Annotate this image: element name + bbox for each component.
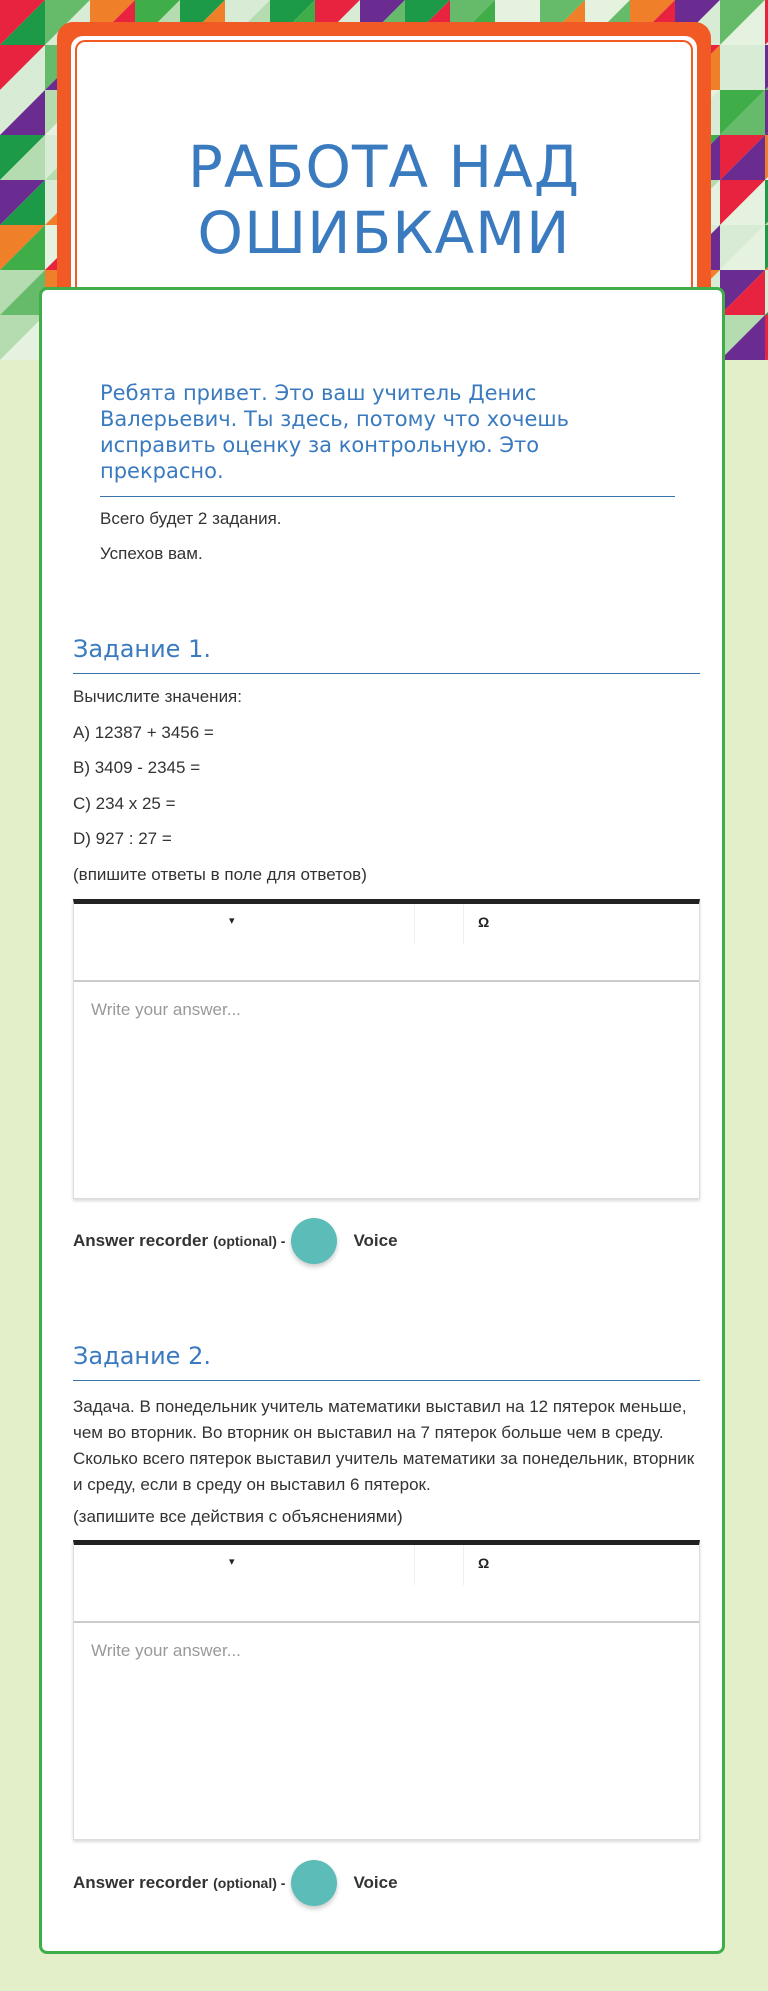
task1-item: A) 12387 + 3456 = <box>73 723 214 742</box>
special-character-button[interactable]: Ω <box>478 1555 490 1571</box>
intro-line: Всего будет 2 задания. <box>100 509 282 528</box>
toolbar-separator <box>414 904 464 944</box>
answer-recorder <box>73 1218 398 1264</box>
recorder-label: Answer recorder <box>73 1873 209 1892</box>
answer-input-placeholder[interactable]: Write your answer... <box>91 1000 241 1019</box>
answer-recorder <box>73 1860 398 1906</box>
task2-heading: Задание 2. <box>73 1342 211 1370</box>
editor-toolbar <box>74 904 699 982</box>
task1-item: C) 234 x 25 = <box>73 794 176 813</box>
task1-note: (впишите ответы в поле для ответов) <box>73 865 367 884</box>
divider <box>73 1380 700 1381</box>
worksheet-card <box>39 287 725 1954</box>
record-button[interactable] <box>291 1218 337 1264</box>
header-card <box>57 22 711 312</box>
task1-item: D) 927 : 27 = <box>73 829 172 848</box>
editor-toolbar <box>74 1545 699 1623</box>
voice-label: Voice <box>353 1873 398 1892</box>
page-title <box>71 134 697 266</box>
task2-note: (запишите все действия с объяснениями) <box>73 1507 403 1526</box>
task1-item: B) 3409 - 2345 = <box>73 758 201 777</box>
format-dropdown[interactable]: ▾ <box>229 915 235 927</box>
format-dropdown[interactable]: ▾ <box>229 1556 235 1568</box>
answer-editor-2[interactable] <box>73 1540 700 1840</box>
task1-heading: Задание 1. <box>73 635 211 663</box>
title-line-2: ОШИБКАМИ <box>197 199 571 267</box>
title-line-1: РАБОТА НАД <box>187 133 581 201</box>
voice-label: Voice <box>353 1231 398 1250</box>
recorder-optional: (optional) - <box>213 1233 286 1249</box>
recorder-optional: (optional) - <box>213 1875 286 1891</box>
toolbar-separator <box>414 1545 464 1585</box>
record-button[interactable] <box>291 1860 337 1906</box>
task2-text: Задача. В понедельник учитель математики выставил на 12 пятерок меньше, чем во вторник. Во вторник он выставил на 7 пятерок больше чем в среду. Сколько всего пятерок выставил учитель математики за понедельник, вторник и среду, если в среду он выставил 6 пятерок. <box>73 1397 695 1494</box>
divider <box>100 496 675 497</box>
answer-input-placeholder[interactable]: Write your answer... <box>91 1641 241 1660</box>
divider <box>73 673 700 674</box>
intro-line: Успехов вам. <box>100 544 203 563</box>
task1-prompt: Вычислите значения: <box>73 687 242 706</box>
recorder-label: Answer recorder <box>73 1231 209 1250</box>
intro-text: Ребята привет. Это ваш учитель Денис Валерьевич. Ты здесь, потому что хочешь исправить оценку за контрольную. Это прекрасно. <box>100 381 569 483</box>
special-character-button[interactable]: Ω <box>478 914 490 930</box>
answer-editor-1[interactable] <box>73 899 700 1199</box>
